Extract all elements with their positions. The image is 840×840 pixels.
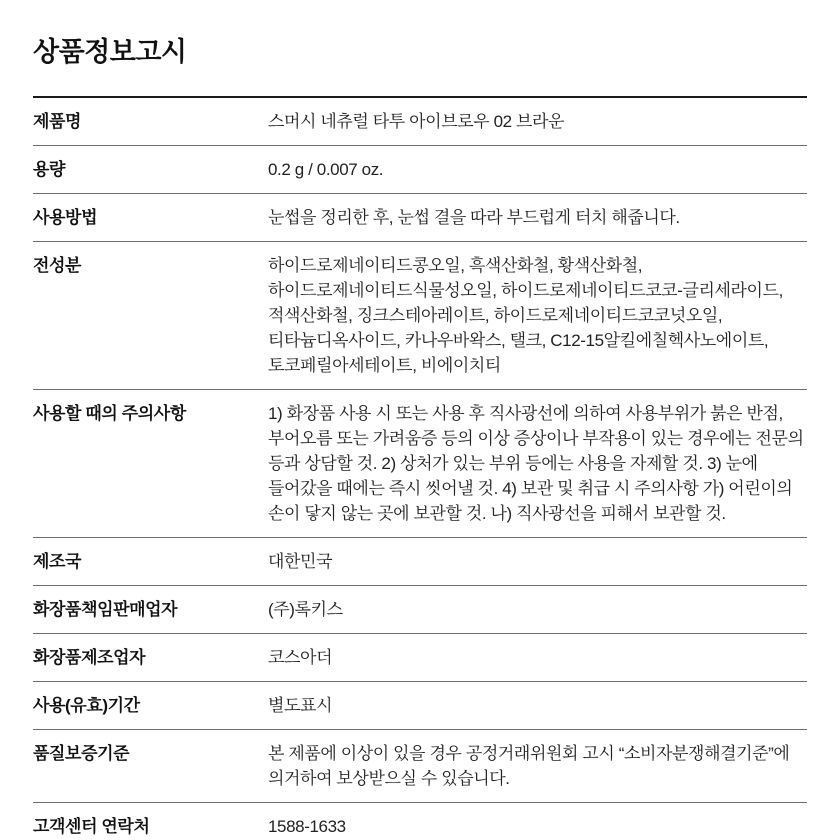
table-row-precautions: [33, 390, 807, 538]
row-label: 화장품제조업자: [33, 648, 146, 667]
row-label: 제품명: [33, 112, 82, 131]
table-row-country-of-origin: [33, 538, 807, 586]
table-row-responsible-seller: [33, 586, 807, 634]
row-value: 눈썹을 정리한 후, 눈썹 결을 따라 부드럽게 터치 해줍니다.: [268, 208, 680, 227]
table-row-volume: [33, 146, 807, 194]
table-row-quality-warranty: [33, 730, 807, 803]
row-label: 전성분: [33, 256, 82, 275]
table-row-expiry-period: [33, 682, 807, 730]
row-value: 코스아더: [268, 648, 333, 667]
row-value: 스머시 네츄럴 타투 아이브로우 02 브라운: [268, 112, 565, 131]
row-label: 사용(유효)기간: [33, 696, 140, 715]
row-label: 제조국: [33, 552, 82, 571]
row-label: 용량: [33, 160, 66, 179]
table-row-usage: [33, 194, 807, 242]
row-value: 0.2 g / 0.007 oz.: [268, 160, 384, 179]
table-row-customer-center: [33, 803, 807, 840]
product-info-table: [33, 96, 807, 840]
row-label: 화장품책임판매업자: [33, 600, 178, 619]
row-label: 고객센터 연락처: [33, 817, 150, 836]
table-row-ingredients: [33, 242, 807, 390]
row-label: 사용방법: [33, 208, 98, 227]
row-label: 품질보증기준: [33, 744, 130, 763]
row-value: 별도표시: [268, 696, 333, 715]
row-value: 1) 화장품 사용 시 또는 사용 후 직사광선에 의하여 사용부위가 붉은 반점, 부어오름 또는 가려움증 등의 이상 증상이나 부작용이 있는 경우에는 전문의 등과 상담할 것. 2) 상처가 있는 부위 등에는 사용을 자제할 것. 3) 눈에 들어갔을 때에는 즉시 씻어낼 것. 4) 보관 및 취급 시 주의사항 가) 어린이의 손이 닿지 않는 곳에 보관할 것. 나) 직사광선을 피해서 보관할 것.: [268, 404, 804, 523]
row-value: (주)록키스: [268, 600, 343, 619]
row-value: 하이드로제네이티드콩오일, 흑색산화철, 황색산화철, 하이드로제네이티드식물성오일, 하이드로제네이티드코코-글리세라이드, 적색산화철, 징크스테아레이트, 하이드로제네이티드코코넛오일, 티타늄디옥사이드, 카나우바왁스, 탤크, C12-15알킬에칠헥사노에이트, 토코페릴아세테이트, 비에이치티: [268, 256, 783, 375]
row-value: 본 제품에 이상이 있을 경우 공정거래위원회 고시 “소비자분쟁해결기준”에 의거하여 보상받으실 수 있습니다.: [268, 744, 790, 788]
page-title: 상품정보고시: [33, 37, 187, 67]
table-row-manufacturer: [33, 634, 807, 682]
row-label: 사용할 때의 주의사항: [33, 404, 186, 423]
row-value: 대한민국: [268, 552, 333, 571]
row-value: 1588-1633: [268, 817, 346, 836]
table-row-product-name: [33, 98, 807, 146]
